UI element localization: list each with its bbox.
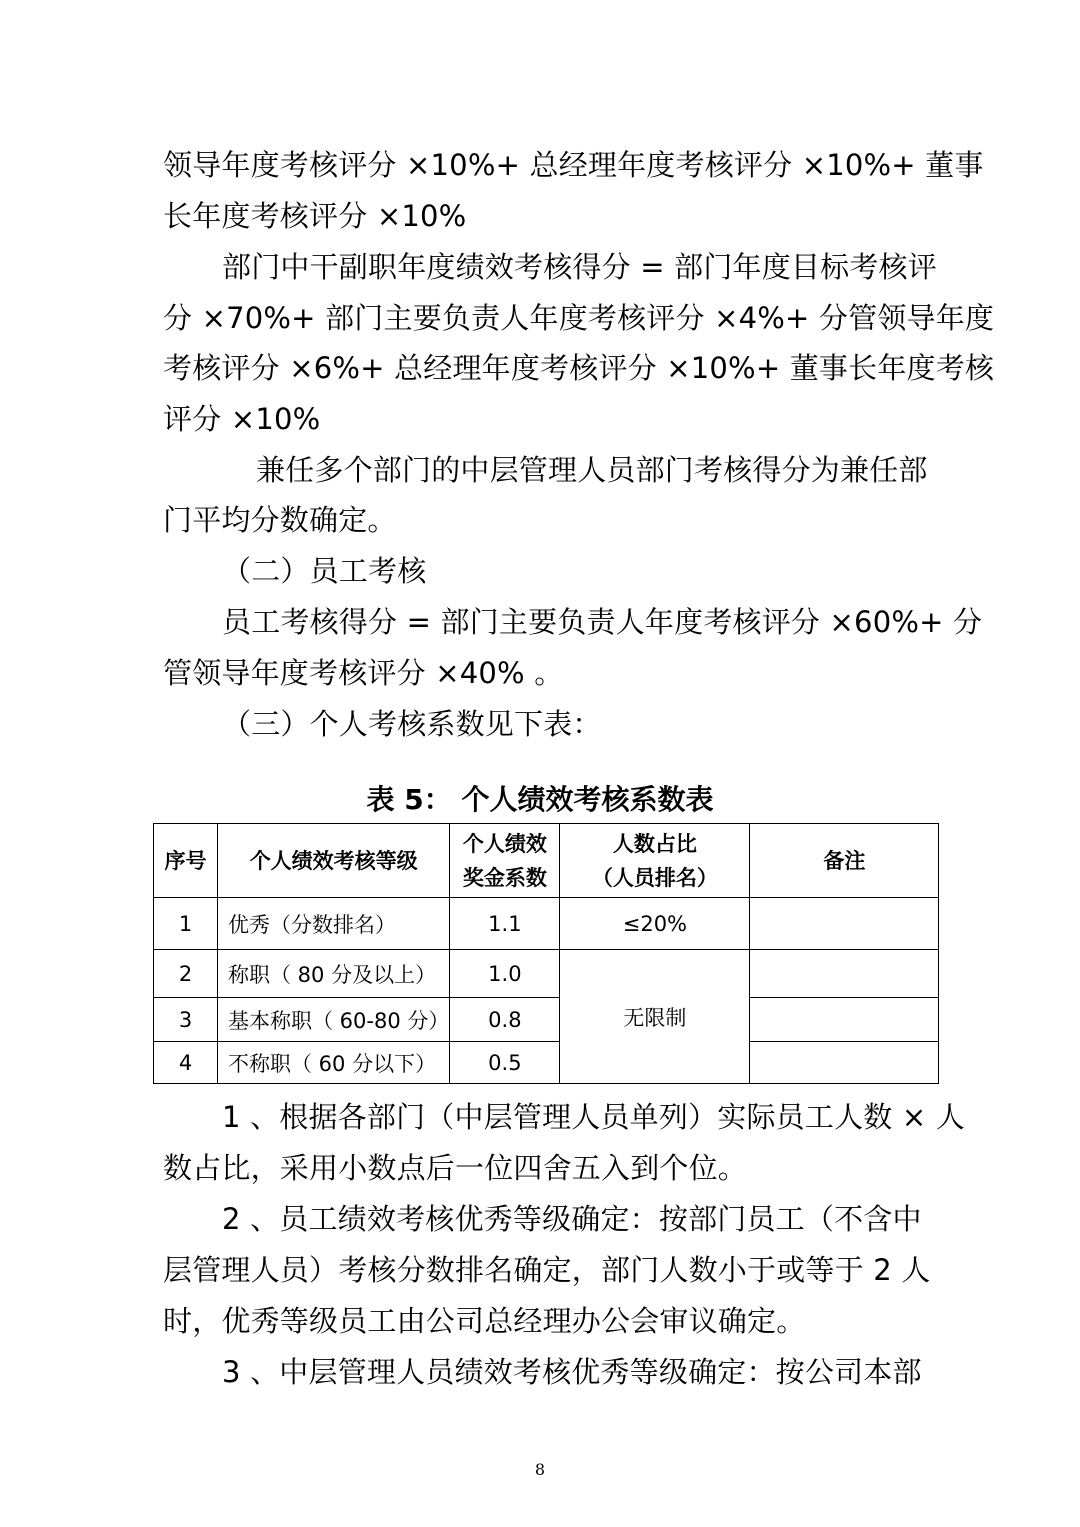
cell-note <box>750 950 939 998</box>
cell-note <box>750 1042 939 1084</box>
cell-seq: 1 <box>154 898 218 950</box>
paragraph-line: 门平均分数确定。 <box>163 503 397 537</box>
header-ratio-line1: 人数占比 <box>612 831 697 856</box>
cell-level: 优秀（分数排名） <box>218 898 450 950</box>
coefficient-table <box>153 823 939 1084</box>
cell-level: 基本称职（ 60-80 分） <box>218 998 450 1042</box>
table-header-row <box>154 824 939 898</box>
table-caption: 表 5： 个人绩效考核系数表 <box>366 783 714 816</box>
paragraph-line: 考核评分 ×6%+ 总经理年度考核评分 ×10%+ 董事长年度考核 <box>163 351 995 385</box>
cell-coefficient: 1.0 <box>450 950 560 998</box>
section-heading: （二）员工考核 <box>222 554 427 588</box>
cell-seq: 2 <box>154 950 218 998</box>
cell-coefficient: 0.8 <box>450 998 560 1042</box>
paragraph-line: 员工考核得分 = 部门主要负责人年度考核评分 ×60%+ 分 <box>222 605 983 639</box>
paragraph-line: 管领导年度考核评分 ×40% 。 <box>163 656 564 690</box>
note-line: 数占比，采用小数点后一位四舍五入到个位。 <box>163 1151 748 1185</box>
paragraph-line: 长年度考核评分 ×10% <box>163 199 467 233</box>
cell-ratio: ≤20% <box>560 898 750 950</box>
table-row <box>154 998 939 1042</box>
paragraph-line: 领导年度考核评分 ×10%+ 总经理年度考核评分 ×10%+ 董事 <box>163 148 984 182</box>
cell-note <box>750 998 939 1042</box>
cell-coefficient: 1.1 <box>450 898 560 950</box>
cell-coefficient: 0.5 <box>450 1042 560 1084</box>
page-number: 8 <box>534 1460 546 1479</box>
cell-level: 不称职（ 60 分以下） <box>218 1042 450 1084</box>
cell-seq: 4 <box>154 1042 218 1084</box>
header-level: 个人绩效考核等级 <box>218 824 450 898</box>
paragraph-line: 部门中干副职年度绩效考核得分 = 部门年度目标考核评 <box>222 250 937 284</box>
cell-ratio-merged: 无限制 <box>560 950 750 1084</box>
note-line: 2 、员工绩效考核优秀等级确定：按部门员工（不含中 <box>222 1202 922 1236</box>
header-ratio <box>560 824 750 898</box>
cell-seq: 3 <box>154 998 218 1042</box>
table-row <box>154 950 939 998</box>
cell-note <box>750 898 939 950</box>
note-line: 1 、根据各部门（中层管理人员单列）实际员工人数 × 人 <box>222 1100 966 1134</box>
paragraph-line: 评分 ×10% <box>163 402 321 436</box>
cell-level: 称职（ 80 分及以上） <box>218 950 450 998</box>
note-line: 3 、中层管理人员绩效考核优秀等级确定：按公司本部 <box>222 1355 922 1389</box>
table-row <box>154 898 939 950</box>
header-note: 备注 <box>750 824 939 898</box>
note-line: 时，优秀等级员工由公司总经理办公会审议确定。 <box>163 1304 806 1338</box>
header-coefficient-line1: 个人绩效 <box>462 831 547 856</box>
paragraph-line: 分 ×70%+ 部门主要负责人年度考核评分 ×4%+ 分管领导年度 <box>163 301 995 335</box>
header-ratio-line2: （人员排名） <box>591 865 718 890</box>
section-heading: （三）个人考核系数见下表： <box>222 707 602 741</box>
table-row <box>154 1042 939 1084</box>
paragraph-line: 兼任多个部门的中层管理人员部门考核得分为兼任部 <box>256 453 928 487</box>
header-coefficient-line2: 奖金系数 <box>462 865 547 890</box>
note-line: 层管理人员）考核分数排名确定，部门人数小于或等于 2 人 <box>163 1253 931 1287</box>
header-seq: 序号 <box>154 824 218 898</box>
header-coefficient <box>450 824 560 898</box>
